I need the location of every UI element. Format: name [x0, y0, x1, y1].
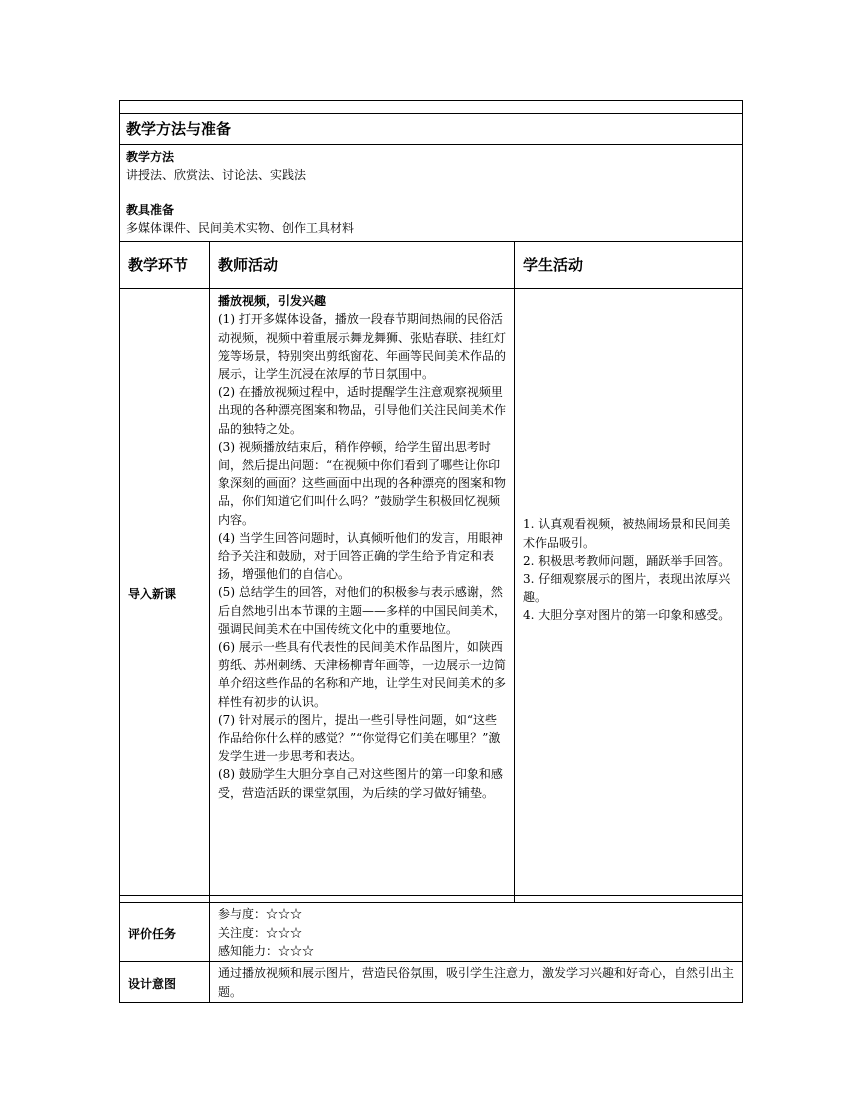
- student-activity-item: 1. 认真观看视频，被热闹场景和民间美术作品吸引。: [523, 517, 731, 550]
- intro-stage-label: 导入新课: [128, 586, 177, 601]
- table-header-row: [120, 242, 743, 289]
- spacer-row: [120, 896, 743, 903]
- teacher-step: (6) 展示一些具有代表性的民间美术作品图片，如陕西剪纸、苏州刺绣、天津杨柳青年画等，一边展示一边简单介绍这些作品的名称和产地，让学生对民间美术的多样性有初步的认识。: [218, 640, 507, 709]
- design-intent-row: [120, 962, 743, 1003]
- teacher-step: (5) 总结学生的回答，对他们的积极参与表示感谢，然后自然地引出本节课的主题——多样的中国民间美术，强调民间美术在中国传统文化中的重要地位。: [218, 585, 507, 636]
- student-activity-item: 2. 积极思考教师问题，踊跃举手回答。: [523, 553, 731, 568]
- evaluation-row: [120, 903, 743, 962]
- method-label: 教学方法: [126, 150, 175, 164]
- teacher-step: (4) 当学生回答问题时，认真倾听他们的发言，用眼神给予关注和鼓励，对于回答正确的学生给予肯定和表扬，增强他们的自信心。: [218, 530, 503, 582]
- blank-row: [120, 101, 743, 114]
- section-title-row: [120, 114, 743, 145]
- evaluation-item: 关注度：☆☆☆: [218, 925, 303, 940]
- method-materials-row: [120, 145, 743, 242]
- header-student: 学生活动: [523, 256, 584, 275]
- method-value: 讲授法、欣赏法、讨论法、实践法: [126, 168, 307, 182]
- student-activity-item: 4. 大胆分享对图片的第一印象和感受。: [523, 608, 731, 623]
- evaluation-item: 参与度：☆☆☆: [218, 907, 303, 922]
- intro-row: [120, 289, 743, 896]
- header-teacher: 教师活动: [218, 256, 279, 275]
- teacher-step: (3) 视频播放结束后，稍作停顿，给学生留出思考时间，然后提出问题：“在视频中你们看到了哪些让你印象深刻的画面？这些画面中出现的各种漂亮的图案和物品，你们知道它们叫什么吗？”鼓励学生积极回忆视频内容。: [218, 439, 507, 527]
- teacher-step: (2) 在播放视频过程中，适时提醒学生注意观察视频里出现的各种漂亮图案和物品，引导他们关注民间美术作品的独特之处。: [218, 385, 507, 436]
- header-stage: 教学环节: [128, 256, 189, 275]
- teacher-step: (1) 打开多媒体设备，播放一段春节期间热闹的民俗活动视频，视频中着重展示舞龙舞狮、张贴春联、挂红灯笼等场景，特别突出剪纸窗花、年画等民间美术作品的展示，让学生沉浸在浓厚的节日氛围中。: [218, 312, 507, 382]
- materials-value: 多媒体课件、民间美术实物、创作工具材料: [126, 221, 355, 236]
- design-intent-label: 设计意图: [128, 976, 177, 991]
- teacher-step: (7) 针对展示的图片，提出一些引导性问题，如“这些作品给你什么样的感觉？”“你觉得它们美在哪里？”激发学生进一步思考和表达。: [218, 712, 501, 764]
- section-title: 教学方法与准备: [126, 120, 232, 138]
- lesson-plan-table: [119, 100, 743, 1003]
- design-intent-text: 通过播放视频和展示图片，营造民俗氛围，吸引学生注意力，激发学习兴趣和好奇心，自然引出主题。: [218, 966, 735, 999]
- evaluation-item: 感知能力：☆☆☆: [218, 943, 315, 958]
- lesson-plan-page: [119, 100, 742, 1003]
- teacher-activity-title: 播放视频，引发兴趣: [218, 294, 327, 309]
- materials-label: 教具准备: [126, 203, 175, 218]
- student-activity-item: 3. 仔细观察展示的图片，表现出浓厚兴趣。: [523, 572, 731, 605]
- teacher-step: (8) 鼓励学生大胆分享自己对这些图片的第一印象和感受，营造活跃的课堂氛围，为后续的学习做好铺垫。: [218, 767, 503, 800]
- evaluation-label: 评价任务: [128, 926, 177, 941]
